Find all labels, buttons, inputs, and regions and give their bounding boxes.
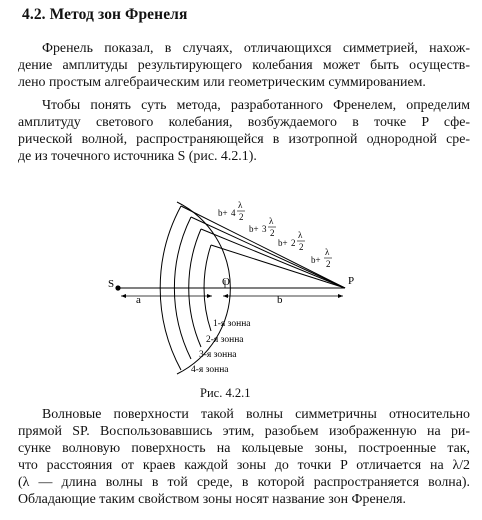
svg-text:2: 2	[239, 212, 244, 222]
zone-label-1: 1-я зонна	[213, 319, 251, 329]
ray-label-4	[218, 200, 245, 222]
figure-caption: Рис. 4.2.1	[200, 386, 251, 400]
ray-label-1	[311, 247, 332, 269]
ray-label-2	[278, 230, 305, 252]
label-a: a	[136, 294, 141, 306]
text-line: лено простым алгебраическим или геометрическим суммированием.	[18, 75, 426, 90]
text-line: Волновые поверхности такой волны симметричны относительно	[42, 407, 470, 422]
svg-text:b+: b+	[249, 224, 259, 234]
svg-text:2: 2	[270, 228, 275, 238]
paragraph-2	[18, 97, 470, 165]
text-line: (λ — длина волны в той среде, в которой распространяется волна).	[18, 475, 470, 490]
label-o: O	[222, 276, 230, 288]
label-p: P	[348, 275, 355, 287]
svg-text:λ: λ	[238, 200, 243, 210]
label-s: S	[108, 278, 115, 290]
text-line: Френель показал, в случаях, отличающихся симметрией, нахож-	[42, 41, 470, 56]
paragraph-1	[18, 40, 470, 91]
zone-label-4: 4-я зонна	[191, 365, 229, 375]
ray-label-3	[249, 216, 276, 238]
svg-text:3: 3	[262, 224, 267, 234]
svg-text:λ: λ	[269, 216, 274, 226]
ray-b-4lambda	[181, 206, 345, 288]
source-point	[115, 285, 120, 290]
text-line: де из точечного источника S (рис. 4.2.1).	[18, 149, 257, 164]
svg-text:b+: b+	[278, 238, 288, 248]
fresnel-zones-figure	[105, 196, 365, 382]
svg-text:b+: b+	[311, 255, 321, 265]
svg-text:4: 4	[231, 208, 236, 218]
ray-b-3lambda	[191, 217, 345, 288]
text-line: сунке волновую поверхность на кольцевые зоны, построенные так,	[18, 441, 470, 456]
text-line: Обладающие таким свойством зоны носят название зон Френеля.	[18, 492, 407, 507]
svg-text:2: 2	[299, 242, 304, 252]
text-line: Чтобы понять суть метода, разработанного Френелем, определим	[42, 98, 470, 113]
svg-text:2: 2	[326, 259, 331, 269]
section-heading: 4.2. Метод зон Френеля	[22, 6, 188, 23]
text-line: амплитуду светового колебания, возбуждаемого в точке P сфе-	[18, 115, 470, 130]
paragraph-3	[18, 406, 470, 508]
zone-label-3: 3-я зонна	[199, 350, 237, 360]
svg-text:b+: b+	[218, 208, 228, 218]
label-b: b	[277, 294, 283, 306]
text-line: рической волной, распространяющейся в изотропной однородной сре-	[18, 132, 470, 147]
text-line: прямой SP. Воспользовавшись этим, разобьем изображенную на ри-	[18, 424, 470, 439]
text-line: что расстояния от краев каждой зоны до точки P отличается на λ/2	[18, 458, 470, 473]
svg-text:2: 2	[291, 238, 296, 248]
svg-text:λ: λ	[298, 230, 303, 240]
svg-text:λ: λ	[325, 247, 330, 257]
zone-label-2: 2-я зонна	[206, 335, 244, 345]
text-line: дение амплитуды результирующего колебания может быть осуществ-	[18, 58, 470, 73]
